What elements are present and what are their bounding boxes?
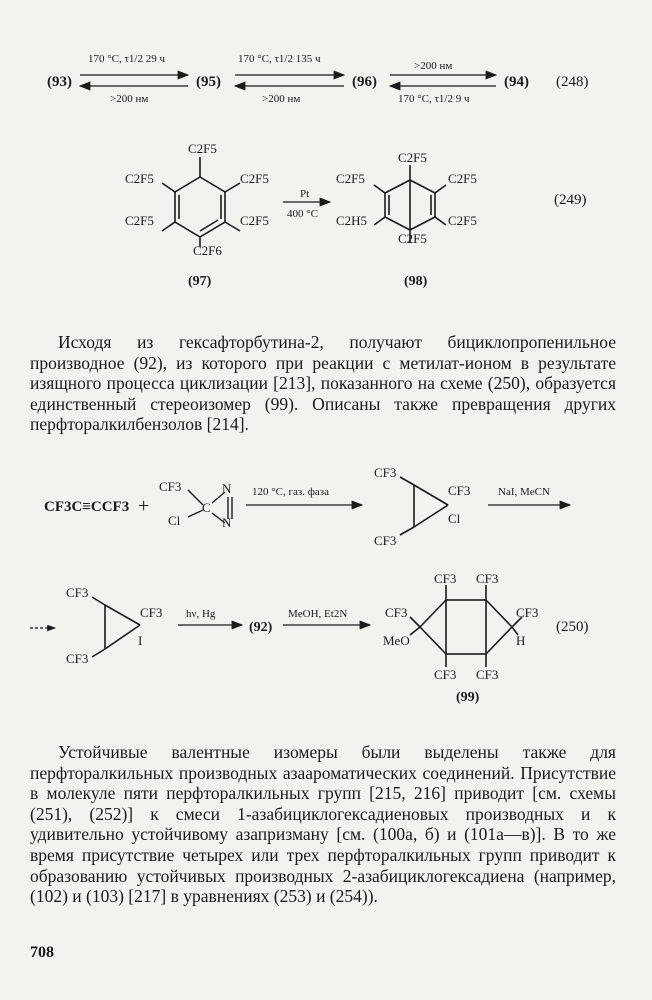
- plus-sign: +: [138, 495, 150, 517]
- diazirine-carbon: C: [202, 500, 211, 515]
- c97-sub-top: C2F5: [188, 141, 217, 156]
- cyclopropene-1: [400, 477, 448, 535]
- cp2-sub-i: I: [138, 633, 143, 648]
- cp1-sub-bottom: CF3: [374, 533, 397, 548]
- compound-99-label: (99): [456, 690, 480, 705]
- compound-95-label: (95): [196, 74, 221, 90]
- c97-sub-right-top: C2F5: [240, 171, 269, 186]
- compound-98-label: (98): [404, 274, 428, 289]
- p99-sub-left-upper: CF3: [385, 605, 408, 620]
- compound-97-label: (97): [188, 274, 212, 289]
- conditions-label: 400 °C: [287, 208, 318, 220]
- p99-sub-bottom-right: CF3: [476, 667, 499, 682]
- c97-sub-left-bottom: C2F5: [125, 213, 154, 228]
- polycyclic-product-99: [410, 585, 522, 667]
- c98-sub-right-bottom: C2F5: [448, 213, 477, 228]
- equation-number-250: (250): [556, 619, 589, 635]
- reagent-label: Pt: [300, 188, 310, 200]
- arrow3-top-label: >200 нм: [414, 60, 453, 72]
- arrow2-bottom-label: >200 нм: [262, 93, 301, 105]
- diazirine-cl: Cl: [168, 513, 181, 528]
- cp1-sub-top: CF3: [374, 465, 397, 480]
- arrow3-bottom-label: 170 °C, τ1/2 9 ч: [398, 93, 470, 105]
- p99-sub-top-right: CF3: [476, 571, 499, 586]
- p99-sub-top-left: CF3: [434, 571, 457, 586]
- intermediate-92: (92): [249, 620, 273, 635]
- arrow1-top-label: 170 °C, τ1/2 29 ч: [88, 53, 165, 65]
- compound-93-label: (93): [47, 74, 72, 90]
- paragraph-1: Исходя из гексафторбутина-2, получают бициклопропенильное производное (92), из которого при реакции с метилат-ионом в результате изящного процесса циклизации [213], показанного на схеме (250), образуется единственный стереоизомер (99). Описаны также превращения других перфторалкилбензолов [214].: [30, 332, 616, 435]
- c98-sub-left-top: C2F5: [336, 171, 365, 186]
- paragraph-2: Устойчивые валентные изомеры были выделены также для перфторалкильных производных азаароматических соединений. Присутствие в молекуле пяти перфторалкильных групп [215, 216] приводит [см. схемы (251), (252)] к смеси 1-азабициклогексадиеновых производных и к удивительно устойчивому азапризману [см. (100а, б) и (101а—в)]. В то же время присутствие четырех или трех перфторалкильных групп приводит к образованию устойчивых производных 2-азабициклогексадиена (например, (102) и (103) [217] в уравнениях (253) и (254)).: [30, 742, 616, 907]
- benzene-ring-97: [162, 157, 240, 247]
- scheme-249: [0, 135, 652, 295]
- p99-sub-right-upper: CF3: [516, 605, 539, 620]
- alkyne-label: CF3C≡CCF3: [44, 499, 130, 515]
- diazirine-n-bottom: N: [222, 515, 232, 530]
- c97-sub-right-bottom: C2F5: [240, 213, 269, 228]
- scheme-250: [0, 455, 652, 715]
- cp2-sub-right: CF3: [140, 605, 163, 620]
- cp2-sub-bottom: CF3: [66, 651, 89, 666]
- equation-number-248: (248): [556, 74, 589, 90]
- p99-sub-h: H: [516, 633, 526, 648]
- diazirine-cf3: CF3: [159, 479, 182, 494]
- cp1-sub-right: CF3: [448, 483, 471, 498]
- c97-sub-left-top: C2F5: [125, 171, 154, 186]
- cyclopropene-2: [92, 597, 143, 657]
- c98-sub-left-bottom: C2H5: [336, 213, 368, 228]
- compound-94-label: (94): [504, 74, 529, 90]
- scheme-248: [0, 40, 652, 130]
- c98-sub-top: C2F5: [398, 150, 427, 165]
- c97-sub-bottom: C2F6: [193, 243, 222, 258]
- compound-96-label: (96): [352, 74, 377, 90]
- equation-number-249: (249): [554, 192, 587, 208]
- diazirine-n-top: N: [222, 481, 232, 496]
- c98-sub-right-top: C2F5: [448, 171, 477, 186]
- step4-label: MeOH, Et2N: [288, 608, 348, 620]
- page-number: 708: [30, 944, 54, 961]
- cp2-sub-top: CF3: [66, 585, 89, 600]
- step2-label: NaI, MeCN: [498, 486, 550, 498]
- step1-label: 120 °C, газ. фаза: [252, 486, 329, 498]
- p99-sub-meo: MeO: [383, 633, 410, 648]
- step3-label: hν, Hg: [186, 608, 216, 620]
- arrow1-bottom-label: >200 нм: [110, 93, 149, 105]
- c98-sub-bottom: C2F5: [398, 231, 427, 246]
- arrow2-top-label: 170 °C, τ1/2 135 ч: [238, 53, 321, 65]
- p99-sub-bottom-left: CF3: [434, 667, 457, 682]
- cp1-sub-cl: Cl: [448, 511, 461, 526]
